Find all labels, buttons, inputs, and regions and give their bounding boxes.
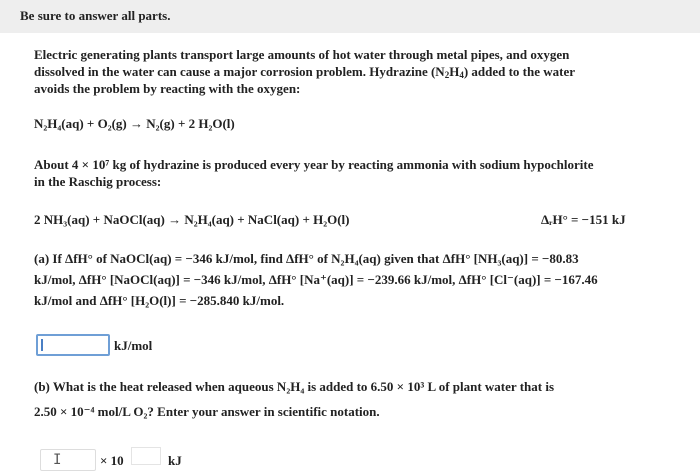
part-a-line-2: kJ/mol, ΔfH° [NaOCl(aq)] = −346 kJ/mol, ΔfH° [Na⁺(aq)] = −239.66 kJ/mol, ΔfH° [Cl⁻(aq)] = −167.46	[34, 272, 598, 287]
part-b-exponent-input[interactable]	[131, 447, 161, 465]
instruction-text: Be sure to answer all parts.	[20, 8, 171, 23]
reaction-equation-1: N₂H₄(aq) + O₂(g) → N₂(g) + 2 H₂O(l)	[34, 116, 235, 131]
text-caret-icon	[41, 339, 43, 351]
intro-line-2	[34, 64, 575, 80]
part-a-answer-input[interactable]	[36, 334, 110, 356]
part-b-unit-label: kJ	[168, 453, 182, 468]
intro-line-3: avoids the problem by reacting with the oxygen:	[34, 81, 301, 96]
part-a-line-1: (a) If ΔfH° of NaOCl(aq) = −346 kJ/mol, find ΔfH° of N₂H₄(aq) given that ΔfH° [NH₃(aq)] = −80.83	[34, 251, 579, 266]
reaction-enthalpy: ΔᵣH° = −151 kJ	[541, 212, 626, 227]
part-a-unit-label: kJ/mol	[114, 338, 153, 353]
part-b-mantissa-input[interactable]	[40, 449, 96, 471]
text-cursor-icon: I	[53, 452, 62, 468]
raschig-line-2: in the Raschig process:	[34, 174, 162, 189]
part-b-line-1: (b) What is the heat released when aqueous N₂H₄ is added to 6.50 × 10³ L of plant water that is	[34, 379, 554, 394]
reaction-equation-2: 2 NH₃(aq) + NaOCl(aq) → N₂H₄(aq) + NaCl(aq) + H₂O(l)	[34, 212, 350, 227]
h-subscript: 4	[459, 70, 464, 80]
intro-line-2-h: H	[449, 64, 460, 79]
raschig-line-1: About 4 × 10⁷ kg of hydrazine is produced every year by reacting ammonia with sodium hypochlorite	[34, 157, 594, 172]
n-subscript: 2	[444, 70, 450, 80]
part-b-line-2: 2.50 × 10⁻⁴ mol/L O₂? Enter your answer in scientific notation.	[34, 404, 380, 419]
part-a-line-3: kJ/mol and ΔfH° [H₂O(l)] = −285.840 kJ/mol.	[34, 293, 285, 308]
instruction-header	[0, 0, 700, 33]
intro-line-2-text: dissolved in the water can cause a major corrosion problem. Hydrazine (N	[34, 64, 445, 79]
intro-line-1: Electric generating plants transport large amounts of hot water through metal pipes, and oxygen	[34, 47, 570, 62]
intro-line-2-end: ) added to the water	[463, 64, 576, 79]
times-ten-label: × 10	[100, 453, 124, 468]
